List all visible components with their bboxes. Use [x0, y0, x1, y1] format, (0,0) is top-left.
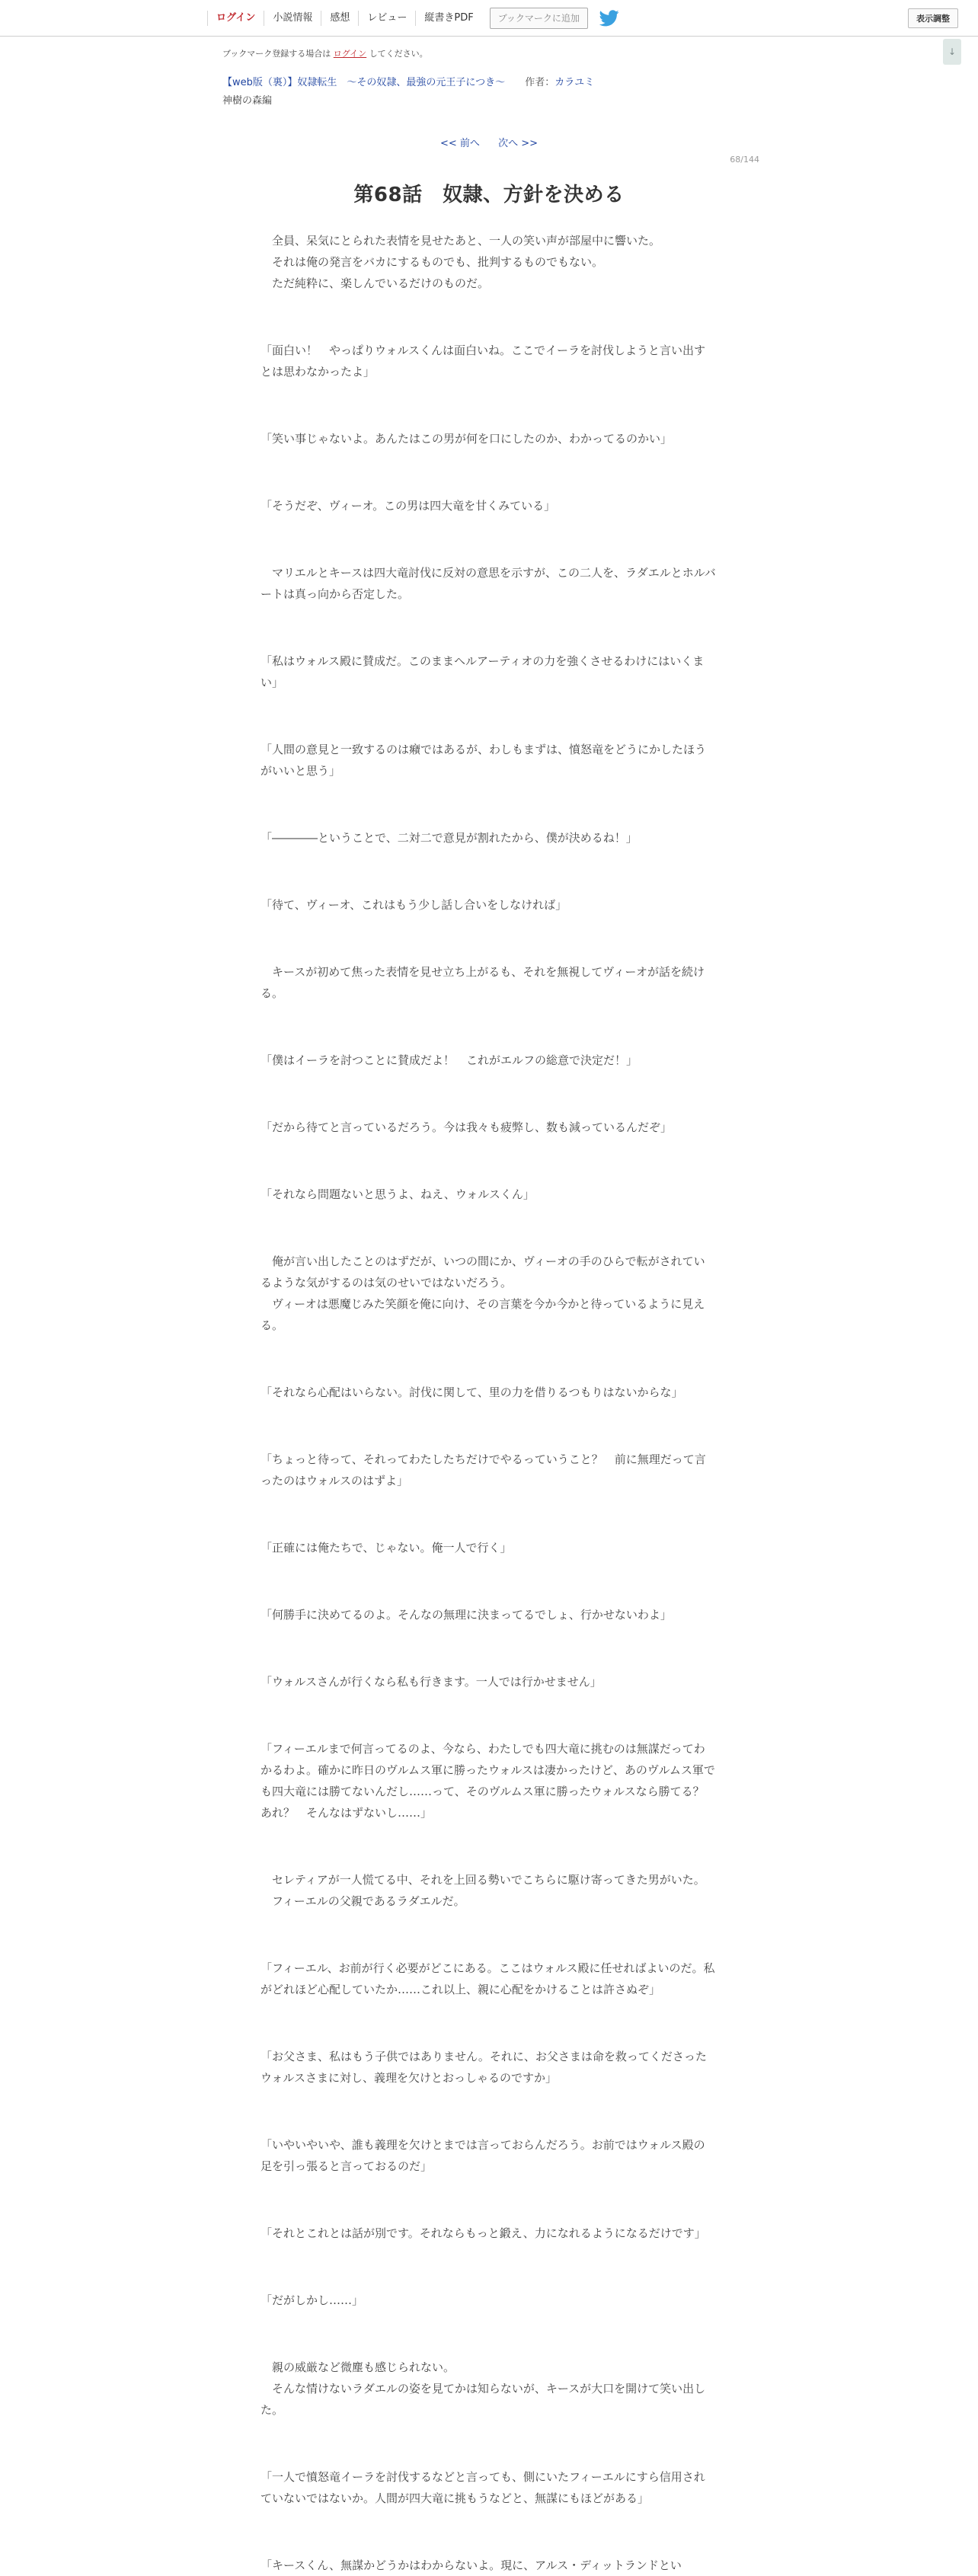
blank-line [260, 794, 716, 815]
body-paragraph: 「お父さま、私はもう子供ではありません。それに、お父さまは命を救ってくださったウォルスさまに対し、義理を欠けとおっしゃるのですか」 [260, 2050, 707, 2085]
blank-line [260, 928, 716, 949]
body-paragraph: セレティアが一人慌てる中、それを上回る勢いでこちらに駆け寄ってきた男がいた。 [260, 1873, 705, 1887]
bookmark-notice-login-link[interactable]: ログイン [333, 49, 367, 59]
blank-line [260, 1016, 716, 1037]
body-paragraph: 俺が言い出したことのはずだが、いつの間にか、ヴィーオの手のひらで転がされているような気がするのは気のせいではないだろう。 [260, 1254, 705, 1290]
prev-chapter-link[interactable]: << 前へ [440, 138, 480, 149]
nav-vertical-pdf[interactable]: 縦書きPDF [415, 11, 481, 26]
blank-line [260, 395, 716, 416]
author-label: 作者： [525, 77, 555, 88]
body-paragraph: ただ純粋に、楽しんでいるだけのものだ。 [260, 276, 490, 290]
bookmark-notice [222, 47, 428, 59]
body-paragraph: キースが初めて焦った表情を見せ立ち上がるも、それを無視してヴィーオが話を続ける。 [260, 965, 705, 1000]
body-paragraph: 「キースくん、無謀かどうかはわからないよ。現に、アルス・ディットランドとい [260, 2558, 682, 2572]
blank-line [260, 1571, 716, 1592]
body-paragraph: 「だがしかし……」 [260, 2293, 364, 2307]
body-paragraph: 「ウォルスさんが行くなら私も行きます。一人では行かせません」 [260, 1675, 602, 1689]
blank-line [260, 2012, 716, 2034]
blank-line [260, 1705, 716, 1726]
scroll-down-icon[interactable]: ↓ [943, 39, 961, 65]
body-paragraph: 「そうだぞ、ヴィーオ。この男は四大竜を甘くみている」 [260, 499, 556, 513]
blank-line [260, 2256, 716, 2277]
body-paragraph: 「人間の意見と一致するのは癪ではあるが、わしもまずは、憤怒竜をどうにかしたほうがいいと思う」 [260, 743, 707, 778]
nav-review[interactable]: レビュー [358, 11, 415, 26]
body-paragraph: 「いやいやいや、誰も義理を欠けとまでは言っておらんだろう。お前ではウォルス殿の足を引っ張ると言っておるのだ」 [260, 2138, 705, 2173]
add-bookmark-button[interactable]: ブックマークに追加 [490, 8, 588, 29]
body-paragraph: 「それなら問題ないと思うよ、ねえ、ウォルスくん」 [260, 1187, 535, 1201]
blank-line [260, 1083, 716, 1104]
blank-line [260, 1217, 716, 1238]
body-paragraph: 「面白い！ やっぱりウォルスくんは面白いね。ここでイーラを討伐しようと言い出すとは思わなかったよ」 [260, 344, 705, 379]
arc-title: 神樹の森編 [222, 95, 273, 107]
body-paragraph: そんな情けないラダエルの姿を見てかは知らないが、キースが大口を開けて笑い出した。 [260, 2382, 706, 2417]
top-header [0, 0, 978, 37]
blank-line [260, 2101, 716, 2122]
top-nav [207, 9, 620, 27]
body-paragraph: 「フィーエルまで何言ってるのよ、今なら、わたしでも四大竜に挑むのは無謀だってわかるわよ。確かに昨日のヴルムス軍に勝ったウォルスは凄かったけど、あのヴルムス軍でも四大竜には勝てないんだし……って、そのヴルムス軍に勝ったウォルスなら勝てる？ あれ？ そんなはずないし……」 [260, 1742, 716, 1820]
body-paragraph: 「それなら心配はいらない。討伐に関して、里の力を借りるつもりはないからな」 [260, 1385, 683, 1399]
blank-line [260, 1415, 716, 1437]
blank-line [260, 306, 716, 328]
blank-line [260, 705, 716, 727]
next-chapter-link[interactable]: 次へ >> [498, 138, 538, 149]
blank-line [260, 861, 716, 882]
bookmark-notice-before: ブックマーク登録する場合は [222, 49, 331, 59]
nav-impressions[interactable]: 感想 [321, 11, 358, 26]
blank-line [260, 2433, 716, 2454]
body-paragraph: 全員、呆気にとられた表情を見せたあと、一人の笑い声が部屋中に響いた。 [260, 234, 661, 248]
body-paragraph: 「ちょっと待って、それってわたしたちだけでやるっていうこと？ 前に無理だって言ったのはウォルスのはずよ」 [260, 1453, 706, 1488]
blank-line [260, 2189, 716, 2210]
series-title-link[interactable]: 【web版（裏）】奴隷転生 ～その奴隷、最強の元王子につき～ [222, 77, 506, 88]
body-paragraph: 「それとこれとは話が別です。それならもっと鍛え、力になれるようになるだけです」 [260, 2226, 706, 2240]
chapter-title: 第68話 奴隷、方針を決める [353, 184, 625, 206]
body-paragraph: 「一人で憤怒竜イーラを討伐するなどと言っても、側にいたフィーエルにすら信用されていないではないか。人間が四大竜に挑もうなどと、無謀にもほどがある」 [260, 2470, 705, 2505]
page-count: 68/144 [730, 155, 759, 165]
body-paragraph: それは俺の発言をバカにするものでも、批判するものでもない。 [260, 255, 604, 269]
blank-line [260, 529, 716, 550]
blank-line [260, 1348, 716, 1369]
body-paragraph: フィーエルの父親であるラダエルだ。 [260, 1894, 465, 1908]
chapter-pager [0, 135, 978, 149]
body-paragraph: 「――――ということで、二対二で意見が割れたから、僕が決めるね！」 [260, 831, 638, 845]
body-paragraph: 「私はウォルス殿に賛成だ。このままヘルアーティオの力を強くさせるわけにはいくまい」 [260, 654, 705, 689]
body-paragraph: 「何勝手に決めてるのよ。そんなの無理に決まってるでしょ、行かせないわよ」 [260, 1608, 672, 1622]
body-paragraph: 「僕はイーラを討つことに賛成だよ！ これがエルフの総意で決定だ！」 [260, 1053, 638, 1067]
body-paragraph: 「待て、ヴィーオ、これはもう少し話し合いをしなければ」 [260, 898, 567, 912]
body-paragraph: ヴィーオは悪魔じみた笑顔を俺に向け、その言葉を今か今かと待っているように見える。 [260, 1297, 705, 1332]
body-paragraph: 「フィーエル、お前が行く必要がどこにある。ここはウォルス殿に任せればよいのだ。私がどれほど心配していたか……これ以上、親に心配をかけることは許さぬぞ」 [260, 1961, 715, 1996]
blank-line [260, 2521, 716, 2542]
novel-body [260, 230, 716, 2576]
blank-line [260, 1836, 716, 1857]
blank-line [260, 1504, 716, 1525]
body-paragraph: マリエルとキースは四大竜討伐に反対の意思を示すが、この二人を、ラダエルとホルバートは真っ向から否定した。 [260, 566, 716, 601]
display-settings-button[interactable]: 表示調整 [908, 8, 958, 28]
nav-novel-info[interactable]: 小説情報 [264, 11, 321, 26]
body-paragraph: 「正確には俺たちで、じゃない。俺一人で行く」 [260, 1541, 512, 1555]
blank-line [260, 617, 716, 638]
series-header [222, 74, 594, 88]
body-paragraph: 「だから待てと言っているだろう。今は我々も疲弊し、数も減っているんだぞ」 [260, 1120, 673, 1134]
twitter-bird-icon[interactable] [599, 9, 620, 27]
author-link[interactable]: カラユミ [555, 77, 595, 88]
blank-line [260, 462, 716, 483]
blank-line [260, 1638, 716, 1659]
bookmark-notice-after: してください。 [369, 49, 428, 59]
body-paragraph: 親の威厳など微塵も感じられない。 [260, 2360, 455, 2374]
blank-line [260, 2323, 716, 2344]
body-paragraph: 「笑い事じゃないよ。あんたはこの男が何を口にしたのか、わかってるのかい」 [260, 432, 673, 446]
blank-line [260, 1924, 716, 1945]
nav-login[interactable]: ログイン [207, 11, 264, 26]
blank-line [260, 1150, 716, 1171]
